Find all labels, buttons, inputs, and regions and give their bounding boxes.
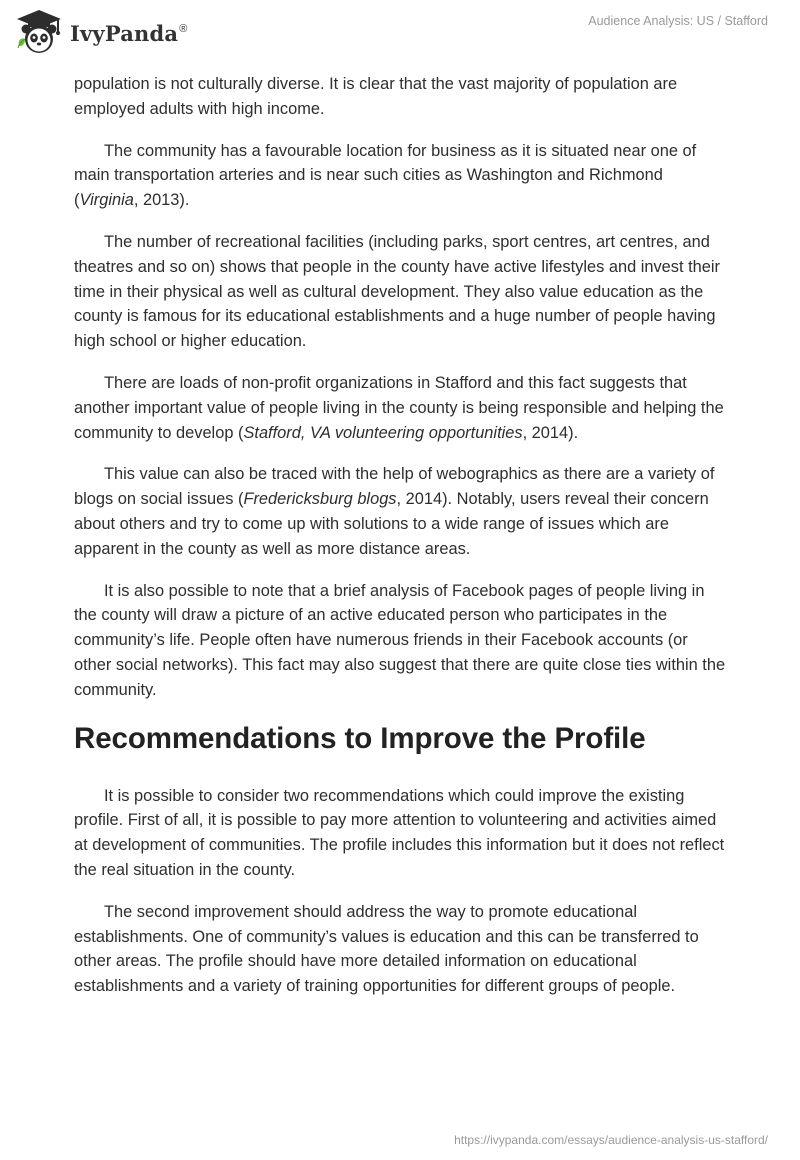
page-header: [0, 0, 800, 72]
registered-mark: ®: [179, 22, 188, 35]
paragraph: There are loads of non-profit organizations in Stafford and this fact suggests that another important value of people living in the county is being responsible and helping the community to develop (Stafford, VA volunteering opportunities, 2014).: [74, 373, 724, 442]
document-title: Audience Analysis: US / Stafford: [588, 14, 768, 28]
section-heading: Recommendations to Improve the Profile: [74, 721, 646, 755]
site-logo[interactable]: [14, 8, 188, 58]
paragraph: It is possible to consider two recommendations which could improve the existing profile. First of all, it is possible to pay more attention to volunteering and activities aimed at development of communities. The profile includes this information but it does not reflect the real situation in the county.: [74, 786, 725, 879]
paragraph: The number of recreational facilities (including parks, sport centres, art centres, and theatres and so on) shows that people in the county have active lifestyles and invest their time in their physical as well as cultural development. They also value education as the county is famous for its educational establishments and a huge number of people having high school or higher education.: [74, 232, 720, 351]
citation: Virginia: [79, 191, 134, 210]
panda-graduate-icon: [14, 8, 64, 58]
paragraph: The second improvement should address the way to promote educational establishments. One of community’s values is education and this can be transferred to other areas. The profile should have more detailed information on educational establishments and a variety of training opportunities for different groups of people.: [74, 902, 699, 996]
citation: Stafford, VA volunteering opportunities: [243, 423, 523, 442]
paragraph: It is also possible to note that a brief analysis of Facebook pages of people living in the county will draw a picture of an active educated person who participates in the community’s life. People often have numerous friends in their Facebook accounts (or other social networks). This fact may also suggest that there are quite close ties within the community.: [74, 581, 726, 699]
paragraph: This value can also be traced with the help of webographics as there are a variety of blogs on social issues (Fredericksburg blogs, 2014). Notably, users reveal their concern about others and try to come up with solutions to a wide range of issues which are apparent in the county as well as more distance areas.: [74, 465, 715, 558]
citation: Fredericksburg blogs: [243, 490, 397, 509]
paragraph: population is not culturally diverse. It is clear that the vast majority of population are employed adults with high income.: [74, 75, 678, 118]
logo-wordmark: IvyPanda®: [70, 20, 188, 46]
paragraph: The community has a favourable location for business as it is situated near one of main transportation arteries and is near such cities as Washington and Richmond (Virginia, 2013).: [74, 141, 697, 210]
source-url[interactable]: https://ivypanda.com/essays/audience-analysis-us-stafford/: [454, 1133, 768, 1147]
essay-body: [74, 72, 728, 1016]
